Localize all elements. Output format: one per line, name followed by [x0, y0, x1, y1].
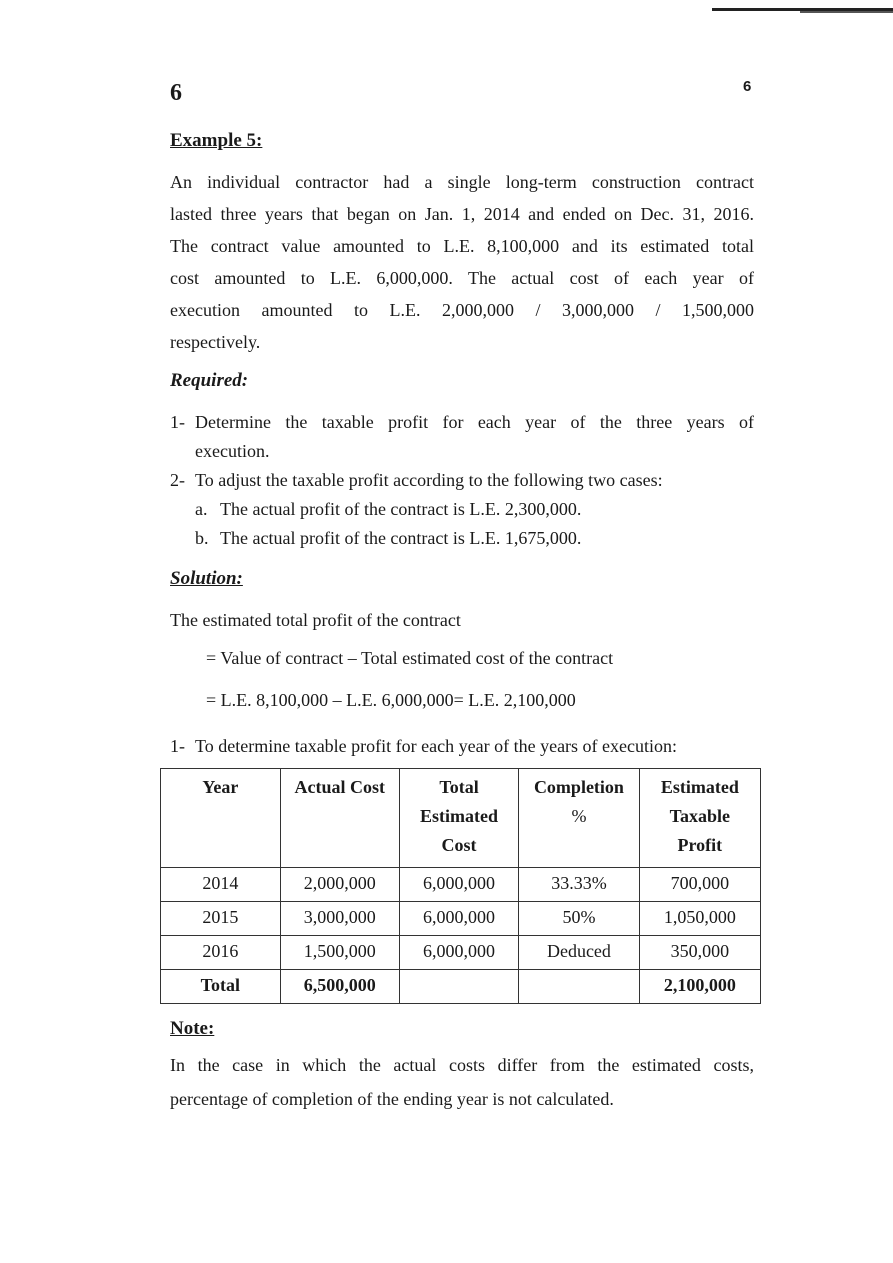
required-title: Required: [170, 370, 249, 391]
cell-total-estimated-cost: 6,000,000 [399, 902, 518, 936]
cell-completion: Deduced [519, 936, 640, 970]
equation-line-2: = L.E. 8,100,000 – L.E. 6,000,000= L.E. 2,100,000 [206, 690, 576, 710]
cell-total-actual-cost: 6,500,000 [280, 970, 399, 1004]
cell-actual-cost: 1,500,000 [280, 936, 399, 970]
estimated-profit-label: The estimated total profit of the contract [170, 610, 461, 630]
profit-table [160, 768, 761, 1004]
cell-total-profit: 2,100,000 [639, 970, 760, 1004]
header-year: Year [161, 769, 281, 868]
required-item-1-text: Determine the taxable profit for each year of the three years of [195, 412, 754, 432]
cell-estimated-profit: 700,000 [639, 868, 760, 902]
intro-line: respectively. [170, 332, 261, 352]
step-1-text: To determine taxable profit for each year of the years of execution: [195, 736, 678, 756]
intro-line: lasted three years that began on Jan. 1, 2014 and ended on Dec. 31, 2016. [170, 204, 754, 224]
header-completion: Completion % [519, 769, 640, 868]
note-paragraph [170, 1048, 754, 1116]
header-actual-cost: Actual Cost [280, 769, 399, 868]
cell-year: 2014 [161, 868, 281, 902]
required-item-1-continued: execution. [195, 441, 270, 461]
solution-step-1 [170, 732, 754, 761]
cell-year: 2016 [161, 936, 281, 970]
table-row [161, 936, 761, 970]
note-line: percentage of completion of the ending year is not calculated. [170, 1089, 614, 1109]
solution-title: Solution: [170, 568, 243, 589]
intro-line: execution amounted to L.E. 2,000,000 / 3,000,000 / 1,500,000 [170, 300, 754, 320]
scan-artifact-line-2 [800, 11, 893, 13]
required-item-2-number: 2- [170, 470, 185, 490]
note-line: In the case in which the actual costs differ from the estimated costs, [170, 1055, 754, 1075]
cell-total-estimated-cost [399, 970, 518, 1004]
cell-year: 2015 [161, 902, 281, 936]
case-a-text: The actual profit of the contract is L.E. 2,300,000. [220, 499, 582, 519]
intro-line: The contract value amounted to L.E. 8,100,000 and its estimated total [170, 236, 754, 256]
cell-estimated-profit: 1,050,000 [639, 902, 760, 936]
intro-line: cost amounted to L.E. 6,000,000. The actual cost of each year of [170, 268, 754, 288]
cell-completion: 50% [519, 902, 640, 936]
note-title: Note: [170, 1018, 215, 1039]
step-1-number: 1- [170, 736, 185, 756]
header-total-estimated-cost: Total Estimated Cost [399, 769, 518, 868]
example-title: Example 5: [170, 130, 263, 151]
intro-line: An individual contractor had a single long-term construction contract [170, 172, 754, 192]
required-list [170, 408, 754, 553]
cell-completion: 33.33% [519, 868, 640, 902]
case-b-text: The actual profit of the contract is L.E. 1,675,000. [220, 528, 582, 548]
case-b-letter: b. [195, 528, 209, 548]
cell-total-estimated-cost: 6,000,000 [399, 868, 518, 902]
intro-paragraph [170, 166, 754, 358]
table-row [161, 868, 761, 902]
header-estimated-taxable-profit: Estimated Taxable Profit [639, 769, 760, 868]
case-a-letter: a. [195, 499, 208, 519]
cell-total-estimated-cost: 6,000,000 [399, 936, 518, 970]
table-row [161, 902, 761, 936]
required-item-2-text: To adjust the taxable profit according to the following two cases: [195, 470, 663, 490]
cell-total-completion [519, 970, 640, 1004]
page-number-left: 6 [170, 80, 182, 106]
cell-actual-cost: 3,000,000 [280, 902, 399, 936]
table-total-row [161, 970, 761, 1004]
required-item-1-number: 1- [170, 412, 185, 432]
table-header-row [161, 769, 761, 868]
cell-actual-cost: 2,000,000 [280, 868, 399, 902]
cell-total-label: Total [161, 970, 281, 1004]
equation-line-1: = Value of contract – Total estimated cost of the contract [206, 648, 614, 668]
page-number-right: 6 [743, 78, 752, 95]
cell-estimated-profit: 350,000 [639, 936, 760, 970]
